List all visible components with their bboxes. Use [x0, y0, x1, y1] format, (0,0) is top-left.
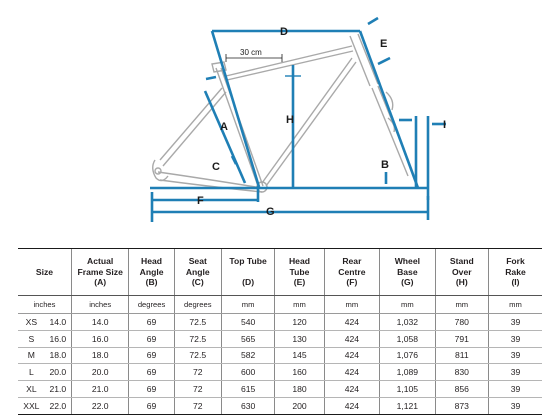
column-header-line: Head — [141, 256, 163, 267]
table-cell-size-in: 21.0 — [45, 381, 72, 398]
column-header-line: Top Tube — [229, 256, 267, 267]
table-cell-seat-angle: 72 — [174, 364, 221, 381]
table-cell-seat-angle: 72.5 — [174, 330, 221, 347]
table-cell-size-in: 20.0 — [45, 364, 72, 381]
column-header-wheel-base — [380, 249, 435, 296]
column-header-frame — [71, 249, 129, 296]
column-header-line: (E) — [293, 277, 306, 288]
column-header-size — [18, 249, 71, 296]
measure-30cm-label: 30 cm — [240, 48, 262, 57]
table-cell-size: XL — [18, 381, 45, 398]
table-cell-wheel-base: 1,089 — [380, 364, 435, 381]
unit-cell: mm — [221, 296, 274, 314]
table-cell-fork-rake: 39 — [489, 330, 543, 347]
unit-cell: mm — [380, 296, 435, 314]
table-row — [18, 347, 542, 364]
table-cell-frame: 22.0 — [71, 397, 129, 414]
column-header-top-tube — [221, 249, 274, 296]
table-cell-top-tube: 565 — [221, 330, 274, 347]
column-header-line: Size — [35, 266, 54, 277]
label-B: B — [381, 159, 389, 171]
table-row — [18, 364, 542, 381]
table-row — [18, 314, 542, 331]
table-cell-head-tube: 145 — [275, 347, 324, 364]
unit-cell: inches — [18, 296, 71, 314]
table-cell-size: M — [18, 347, 45, 364]
column-header-fork-rake — [489, 249, 543, 296]
column-header-line: (B) — [145, 277, 158, 288]
table-cell-head-angle: 69 — [129, 397, 174, 414]
table-cell-wheel-base: 1,058 — [380, 330, 435, 347]
table-body — [18, 314, 542, 415]
label-H: H — [286, 114, 294, 126]
column-header-line: Angle — [139, 266, 164, 277]
column-header-line: Fork — [506, 256, 525, 267]
table-cell-size-in: 22.0 — [45, 397, 72, 414]
table-cell-stand-over: 856 — [435, 381, 488, 398]
table-cell-size-in: 14.0 — [45, 314, 72, 331]
column-header-line: Actual — [87, 256, 114, 267]
table-row — [18, 397, 542, 414]
table-cell-head-tube: 130 — [275, 330, 324, 347]
label-I: I — [443, 119, 447, 131]
table-cell-size: L — [18, 364, 45, 381]
table-cell-wheel-base: 1,076 — [380, 347, 435, 364]
table-cell-top-tube: 630 — [221, 397, 274, 414]
table-cell-stand-over: 830 — [435, 364, 488, 381]
table-cell-seat-angle: 72.5 — [174, 347, 221, 364]
table-cell-size-in: 18.0 — [45, 347, 72, 364]
geometry-table — [18, 248, 542, 415]
column-header-seat-angle — [174, 249, 221, 296]
column-header-line: Frame Size — [77, 266, 123, 277]
table-cell-frame: 14.0 — [71, 314, 129, 331]
column-header-line: (I) — [511, 277, 520, 288]
table-row — [18, 330, 542, 347]
table-cell-head-tube: 200 — [275, 397, 324, 414]
table-cell-wheel-base: 1,105 — [380, 381, 435, 398]
table-cell-size: S — [18, 330, 45, 347]
table-cell-top-tube: 600 — [221, 364, 274, 381]
table-cell-head-tube: 180 — [275, 381, 324, 398]
column-header-line: Head — [288, 256, 310, 267]
table-cell-seat-angle: 72 — [174, 381, 221, 398]
unit-cell: mm — [275, 296, 324, 314]
column-header-rear-centre — [324, 249, 379, 296]
column-header-line: (C) — [191, 277, 204, 288]
label-D: D — [280, 26, 288, 38]
table-cell-rear-centre: 424 — [324, 330, 379, 347]
column-header-line: Base — [397, 266, 418, 277]
column-header-head-angle — [129, 249, 174, 296]
table-cell-seat-angle: 72 — [174, 397, 221, 414]
label-E: E — [380, 38, 388, 50]
table-row — [18, 381, 542, 398]
unit-cell: mm — [489, 296, 543, 314]
column-header-line: (F) — [346, 277, 358, 288]
column-header-line: Rake — [505, 266, 526, 277]
table-cell-size: XXL — [18, 397, 45, 414]
table-cell-head-angle: 69 — [129, 347, 174, 364]
table-cell-rear-centre: 424 — [324, 381, 379, 398]
table-cell-frame: 16.0 — [71, 330, 129, 347]
column-header-line: Angle — [185, 266, 210, 277]
column-header-line — [222, 267, 274, 278]
table-cell-size-in: 16.0 — [45, 330, 72, 347]
table-cell-rear-centre: 424 — [324, 347, 379, 364]
table-cell-rear-centre: 424 — [324, 314, 379, 331]
unit-cell: degrees — [174, 296, 221, 314]
column-header-line: (G) — [401, 277, 414, 288]
column-header-line: Stand — [449, 256, 474, 267]
table-cell-head-angle: 69 — [129, 364, 174, 381]
table-cell-fork-rake: 39 — [489, 314, 543, 331]
table-cell-head-tube: 160 — [275, 364, 324, 381]
table-cell-stand-over: 791 — [435, 330, 488, 347]
column-header-line: Rear — [342, 256, 362, 267]
table-cell-top-tube: 582 — [221, 347, 274, 364]
table-cell-head-tube: 120 — [275, 314, 324, 331]
table-cell-top-tube: 615 — [221, 381, 274, 398]
table-cell-fork-rake: 39 — [489, 381, 543, 398]
table-cell-rear-centre: 424 — [324, 397, 379, 414]
table-cell-head-angle: 69 — [129, 314, 174, 331]
table-cell-seat-angle: 72.5 — [174, 314, 221, 331]
table-cell-top-tube: 540 — [221, 314, 274, 331]
table-cell-stand-over: 780 — [435, 314, 488, 331]
label-C: C — [212, 161, 220, 173]
column-header-line: Over — [451, 266, 472, 277]
column-header-line: (D) — [242, 277, 255, 288]
table-cell-size: XS — [18, 314, 45, 331]
table-cell-stand-over: 811 — [435, 347, 488, 364]
label-A: A — [220, 121, 228, 133]
column-header-line: (H) — [455, 277, 468, 288]
table-cell-fork-rake: 39 — [489, 364, 543, 381]
table-cell-frame: 20.0 — [71, 364, 129, 381]
table-header-row — [18, 249, 542, 296]
unit-cell: mm — [435, 296, 488, 314]
table-cell-rear-centre: 424 — [324, 364, 379, 381]
column-header-head-tube — [275, 249, 324, 296]
column-header-stand-over — [435, 249, 488, 296]
unit-cell: mm — [324, 296, 379, 314]
table-cell-frame: 21.0 — [71, 381, 129, 398]
table-cell-stand-over: 873 — [435, 397, 488, 414]
label-G: G — [266, 206, 275, 218]
unit-cell: degrees — [129, 296, 174, 314]
table-cell-fork-rake: 39 — [489, 397, 543, 414]
label-F: F — [197, 195, 204, 207]
table-cell-wheel-base: 1,032 — [380, 314, 435, 331]
table-cell-frame: 18.0 — [71, 347, 129, 364]
column-header-line: Centre — [338, 266, 366, 277]
column-header-line: (A) — [94, 277, 107, 288]
table-cell-fork-rake: 39 — [489, 347, 543, 364]
unit-cell: inches — [71, 296, 129, 314]
table-cell-head-angle: 69 — [129, 381, 174, 398]
column-header-line: Tube — [289, 266, 310, 277]
column-header-line: Seat — [188, 256, 207, 267]
table-units-row — [18, 296, 542, 314]
table-cell-wheel-base: 1,121 — [380, 397, 435, 414]
table-cell-head-angle: 69 — [129, 330, 174, 347]
column-header-line: Wheel — [394, 256, 420, 267]
